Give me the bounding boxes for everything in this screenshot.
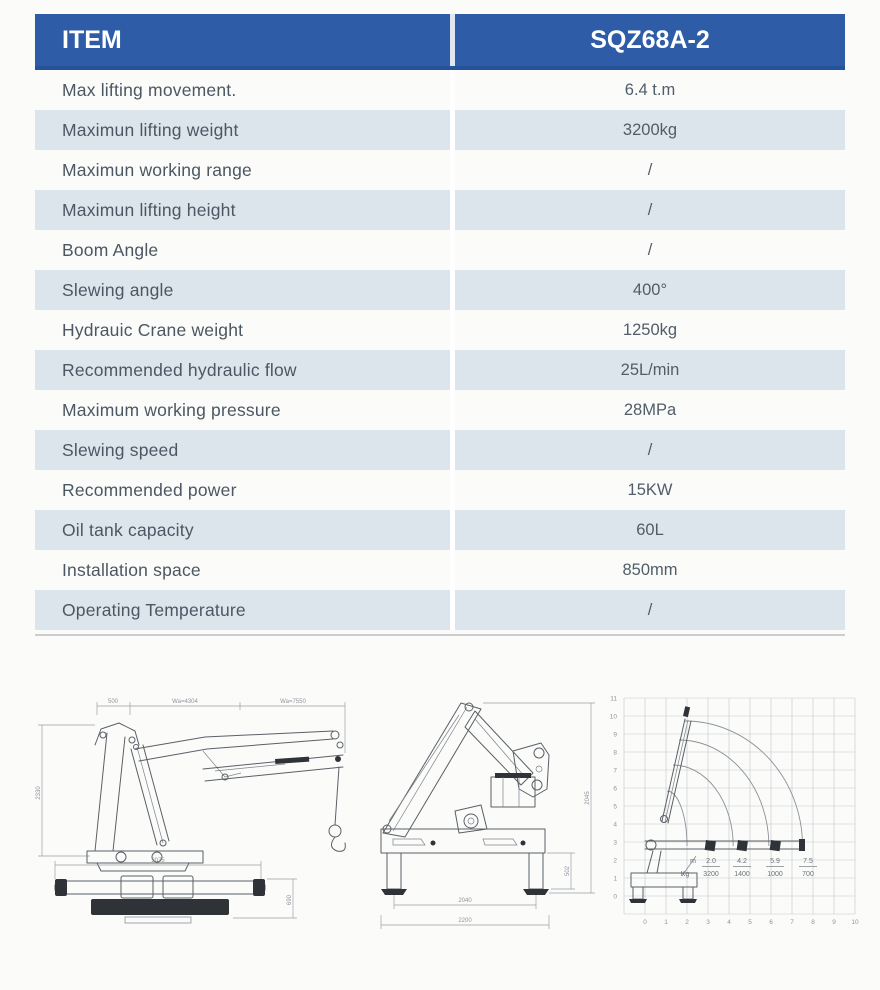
table-row (35, 310, 845, 350)
load-table (681, 856, 817, 878)
y-axis-tick: 7 (613, 767, 617, 775)
load-reach-value: 5.9 (770, 858, 780, 865)
y-axis-tick: 2 (613, 857, 617, 865)
dim-folded-width: 690 (287, 894, 293, 906)
y-axis-tick: 4 (613, 821, 617, 829)
extended-crane-drawing (35, 693, 357, 990)
dim-height: 2330 (36, 786, 42, 800)
spec-label: Max lifting movement. (62, 79, 237, 100)
spec-value: 850mm (450, 550, 845, 590)
table-row (35, 190, 845, 230)
spec-label: Maximum working pressure (62, 399, 281, 420)
table-bottom-divider (35, 634, 845, 636)
table-row (35, 550, 845, 590)
dim-outrigger-span: 2200 (458, 918, 472, 924)
unit-reach-label: m (690, 858, 696, 865)
load-capacity-value: 1400 (734, 871, 750, 878)
spec-label: Slewing speed (62, 439, 179, 460)
x-axis-tick: 5 (748, 919, 752, 926)
y-axis-tick: 8 (613, 749, 617, 757)
spec-label: Recommended power (62, 479, 237, 500)
chart-grid (624, 698, 855, 914)
load-arcs (667, 721, 803, 846)
unit-capacity-label: Kg (680, 871, 690, 878)
table-row (35, 110, 845, 150)
load-reach-value: 2.0 (706, 858, 716, 865)
spec-value: 28MPa (450, 390, 845, 430)
load-chart-drawing (605, 693, 875, 990)
table-header (35, 14, 845, 70)
y-axis-tick: 6 (613, 785, 617, 793)
table-row (35, 390, 845, 430)
dim-boom-b: Wa=7550 (280, 699, 306, 705)
spec-value: / (450, 230, 845, 270)
dim-outrigger: 502 (565, 865, 571, 877)
load-reach-value: 7.5 (803, 858, 813, 865)
spec-table (35, 14, 845, 630)
header-item-cell: ITEM (62, 25, 122, 54)
load-capacity-value: 1000 (767, 871, 783, 878)
y-axis-tick: 9 (613, 731, 617, 739)
spec-value: 6.4 t.m (450, 70, 845, 110)
chart-axis-ticks (610, 696, 859, 927)
load-capacity-value: 3200 (703, 871, 719, 878)
spec-value: 1250kg (450, 310, 845, 350)
x-axis-tick: 1 (664, 919, 668, 926)
table-row (35, 70, 845, 110)
spec-label: Boom Angle (62, 239, 159, 260)
spec-label: Maximun lifting height (62, 199, 236, 220)
table-row (35, 470, 845, 510)
spec-value: / (450, 190, 845, 230)
x-axis-tick: 4 (727, 919, 731, 926)
extended-crane-svg (35, 693, 357, 990)
x-axis-tick: 2 (685, 919, 689, 926)
x-axis-tick: 6 (769, 919, 773, 926)
folded-crane-drawing (363, 693, 613, 990)
y-axis-tick: 1 (613, 875, 617, 883)
spec-value: 3200kg (450, 110, 845, 150)
load-capacity-value: 700 (802, 871, 814, 878)
spec-label: Operating Temperature (62, 599, 246, 620)
y-axis-tick: 10 (609, 713, 617, 721)
table-row (35, 150, 845, 190)
table-row (35, 230, 845, 270)
spec-value: 60L (450, 510, 845, 550)
header-model-cell: SQZ68A-2 (450, 14, 845, 66)
x-axis-tick: 0 (643, 919, 647, 926)
table-row (35, 590, 845, 630)
load-chart-svg (605, 693, 875, 990)
x-axis-tick: 10 (851, 919, 859, 926)
spec-value: 15KW (450, 470, 845, 510)
x-axis-tick: 9 (832, 919, 836, 926)
spec-label: Maximun working range (62, 159, 252, 180)
table-body (35, 70, 845, 630)
spec-value: / (450, 590, 845, 630)
spec-value: 25L/min (450, 350, 845, 390)
spec-label: Maximun lifting weight (62, 119, 239, 140)
spec-label: Recommended hydraulic flow (62, 359, 297, 380)
x-axis-tick: 7 (790, 919, 794, 926)
spec-label: Slewing angle (62, 279, 174, 300)
spec-label: Hydrauic Crane weight (62, 319, 244, 340)
table-row (35, 270, 845, 310)
table-row (35, 430, 845, 470)
table-row (35, 510, 845, 550)
dim-overall-height: 2045 (585, 791, 591, 805)
dim-base-width: 2040 (458, 898, 472, 904)
y-axis-tick: 0 (613, 893, 617, 901)
y-axis-tick: 3 (613, 839, 617, 847)
x-axis-tick: 3 (706, 919, 710, 926)
load-reach-value: 4.2 (737, 858, 747, 865)
dim-folded-length: 3075 (151, 858, 165, 864)
spec-value: / (450, 150, 845, 190)
y-axis-tick: 5 (613, 803, 617, 811)
spec-label: Installation space (62, 559, 201, 580)
dim-boom-a: Wa=4304 (172, 699, 198, 705)
dim-column-top: 500 (107, 699, 119, 705)
spec-value: / (450, 430, 845, 470)
spec-value: 400° (450, 270, 845, 310)
folded-crane-svg (363, 693, 613, 990)
table-row (35, 350, 845, 390)
spec-label: Oil tank capacity (62, 519, 194, 540)
y-axis-tick: 11 (610, 695, 617, 703)
x-axis-tick: 8 (811, 919, 815, 926)
